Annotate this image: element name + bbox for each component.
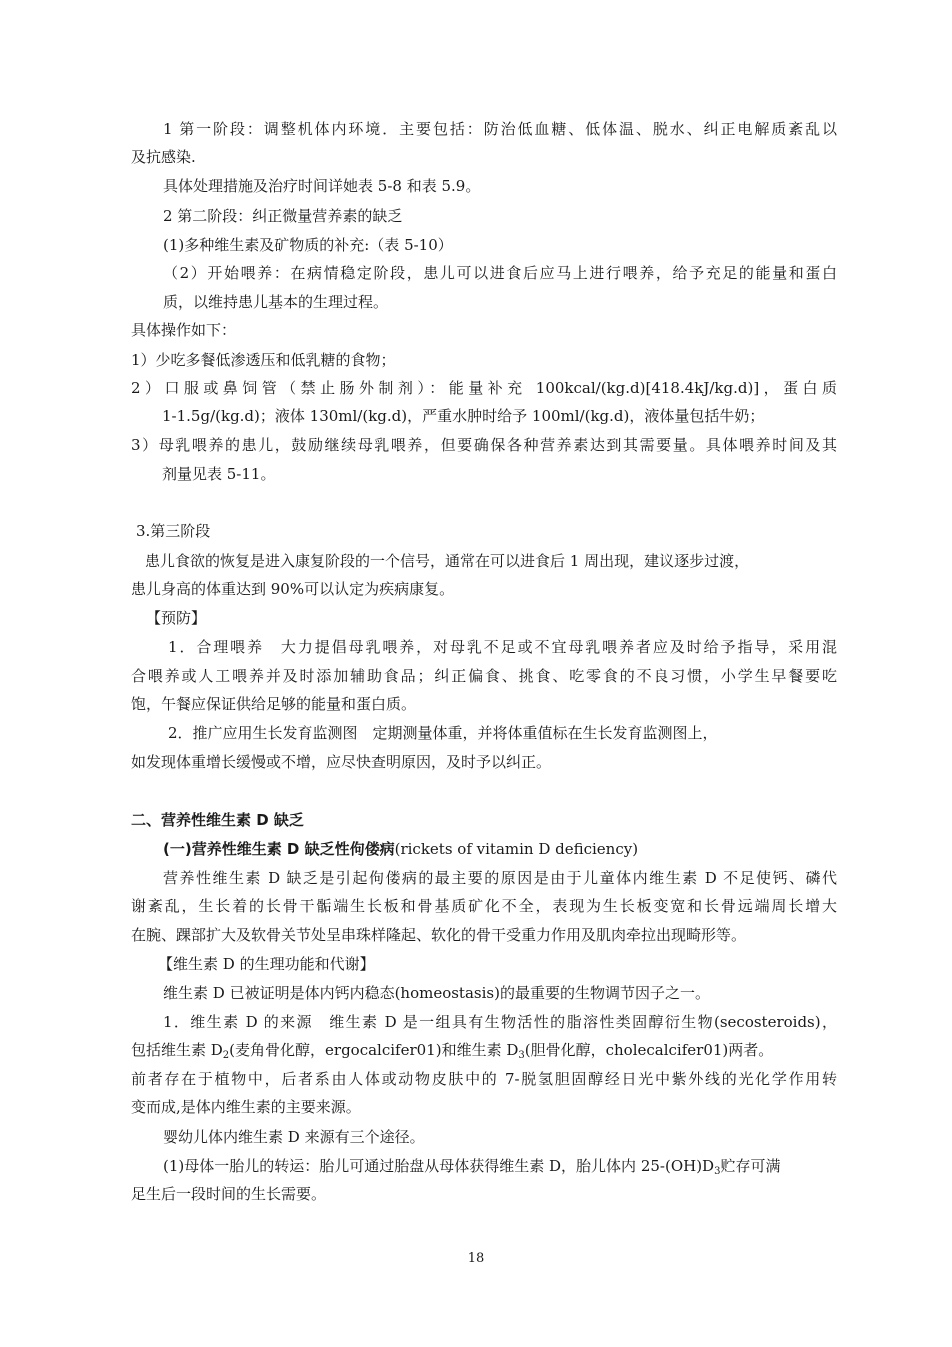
paragraph-line: 谢紊乱，生长着的长骨干骺端生长板和骨基质矿化不全，表现为生长板变宽和长骨远端周长增大 (131, 897, 837, 915)
paragraph-line: 质，以维持患儿基本的生理过程。 (163, 293, 389, 311)
subscript: 3 (714, 1166, 721, 1177)
paragraph-line: 如发现体重增长缓慢或不增，应尽快查明原因，及时予以纠正。 (131, 753, 552, 771)
paragraph-line: 合喂养或人工喂养并及时添加辅助食品；纠正偏食、挑食、吃零食的不良习惯，小学生早餐要吃 (131, 667, 837, 685)
subscript: 2 (222, 1050, 230, 1061)
paragraph-line: 具体操作如下： (131, 321, 237, 339)
paragraph-line: 及抗感染. (131, 148, 196, 166)
subsection-english-title: (rickets of vitamin D deficiency) (394, 840, 639, 858)
paragraph-line: 饱，午餐应保证供给足够的能量和蛋白质。 (131, 695, 417, 713)
paragraph-line (163, 1156, 837, 1176)
text-run: 包括维生素 D (131, 1041, 223, 1059)
paragraph-line: 婴幼儿体内维生素 D 来源有三个途径。 (163, 1128, 425, 1146)
paragraph-line: 2 第二阶段：纠正微量营养素的缺乏 (163, 207, 403, 225)
text-run: (胆骨化醇，cholecalcifer01)两者。 (524, 1041, 774, 1059)
list-item: 2）口服或鼻饲管（禁止肠外制剂）：能量补充 100kcal/(kg.d)[418.4kJ/kg.d)]，蛋白质 (131, 379, 837, 397)
chapter-heading: 二、营养性维生素 D 缺乏 (131, 811, 304, 829)
paragraph-line: 2．推广应用生长发育监测图 定期测量体重，并将体重值标在生长发育监测图上， (168, 724, 718, 742)
text-run: (1)母体一胎儿的转运：胎儿可通过胎盘从母体获得维生素 D，胎儿体内 25-(OH)D (163, 1157, 715, 1175)
paragraph-line: 在腕、踝部扩大及软骨关节处呈串珠样隆起、软化的骨干受重力作用及肌肉牵拉出现畸形等。 (131, 926, 747, 944)
paragraph-line: 1 第一阶段：调整机体内环境．主要包括：防治低血糖、低体温、脱水、纠正电解质紊乱以 (163, 120, 837, 138)
paragraph-line: 维生素 D 已被证明是体内钙内稳态(homeostasis)的最重要的生物调节因子之一。 (163, 984, 710, 1002)
paragraph-line: 变而成,是体内维生素的主要来源。 (131, 1098, 361, 1116)
text-run: (麦角骨化醇，ergocalcifer01)和维生素 D (229, 1041, 519, 1059)
paragraph-line: 患儿食欲的恢复是进入康复阶段的一个信号，通常在可以进食后 1 周出现，建议逐步过渡， (145, 552, 750, 570)
section-heading: 【预防】 (146, 609, 207, 627)
paragraph-line (131, 1040, 837, 1060)
paragraph-line: 足生后一段时间的生长需要。 (131, 1185, 327, 1203)
paragraph-line: 前者存在于植物中，后者系由人体或动物皮肤中的 7-脱氢胆固醇经日光中紫外线的光化学作用转 (131, 1070, 837, 1088)
paragraph-line: (1)多种维生素及矿物质的补充:（表 5-10） (163, 236, 453, 254)
paragraph-line: 患儿身高的体重达到 90%可以认定为疾病康复。 (131, 580, 455, 598)
paragraph-line: 1-1.5g/(kg.d)；液体 130ml/(kg.d)，严重水肿时给予 100ml/(kg.d)，液体量包括牛奶； (162, 407, 765, 425)
paragraph-line: 1．合理喂养 大力提倡母乳喂养，对母乳不足或不宜母乳喂养者应及时给予指导，采用混 (168, 638, 837, 656)
paragraph-line: 具体处理措施及治疗时间详她表 5-8 和表 5.9。 (163, 177, 481, 195)
paragraph-line: 剂量见表 5-11。 (162, 465, 276, 483)
list-item: 1）少吃多餐低渗透压和低乳糖的食物； (131, 351, 396, 369)
paragraph-line: 1．维生素 D 的来源 维生素 D 是一组具有生物活性的脂溶性类固醇衍生物(secosteroids)， (163, 1013, 837, 1031)
section-heading: 【维生素 D 的生理功能和代谢】 (158, 955, 375, 973)
subsection-title: (一)营养性维生素 D 缺乏性佝偻病 (163, 840, 395, 858)
paragraph-line: （2）开始喂养：在病情稳定阶段，患儿可以进食后应马上进行喂养，给予充足的能量和蛋白 (163, 264, 837, 282)
paragraph-line: 营养性维生素 D 缺乏是引起佝偻病的最主要的原因是由于儿童体内维生素 D 不足使钙、磷代 (163, 869, 837, 887)
text-run: 贮存可满 (720, 1157, 781, 1175)
subscript: 3 (518, 1050, 525, 1061)
subsection-heading (163, 839, 837, 859)
section-heading: 3.第三阶段 (136, 522, 211, 540)
page-number: 18 (467, 1251, 485, 1266)
list-item: 3）母乳喂养的患儿，鼓励继续母乳喂养，但要确保各种营养素达到其需要量。具体喂养时间及其 (131, 436, 837, 454)
